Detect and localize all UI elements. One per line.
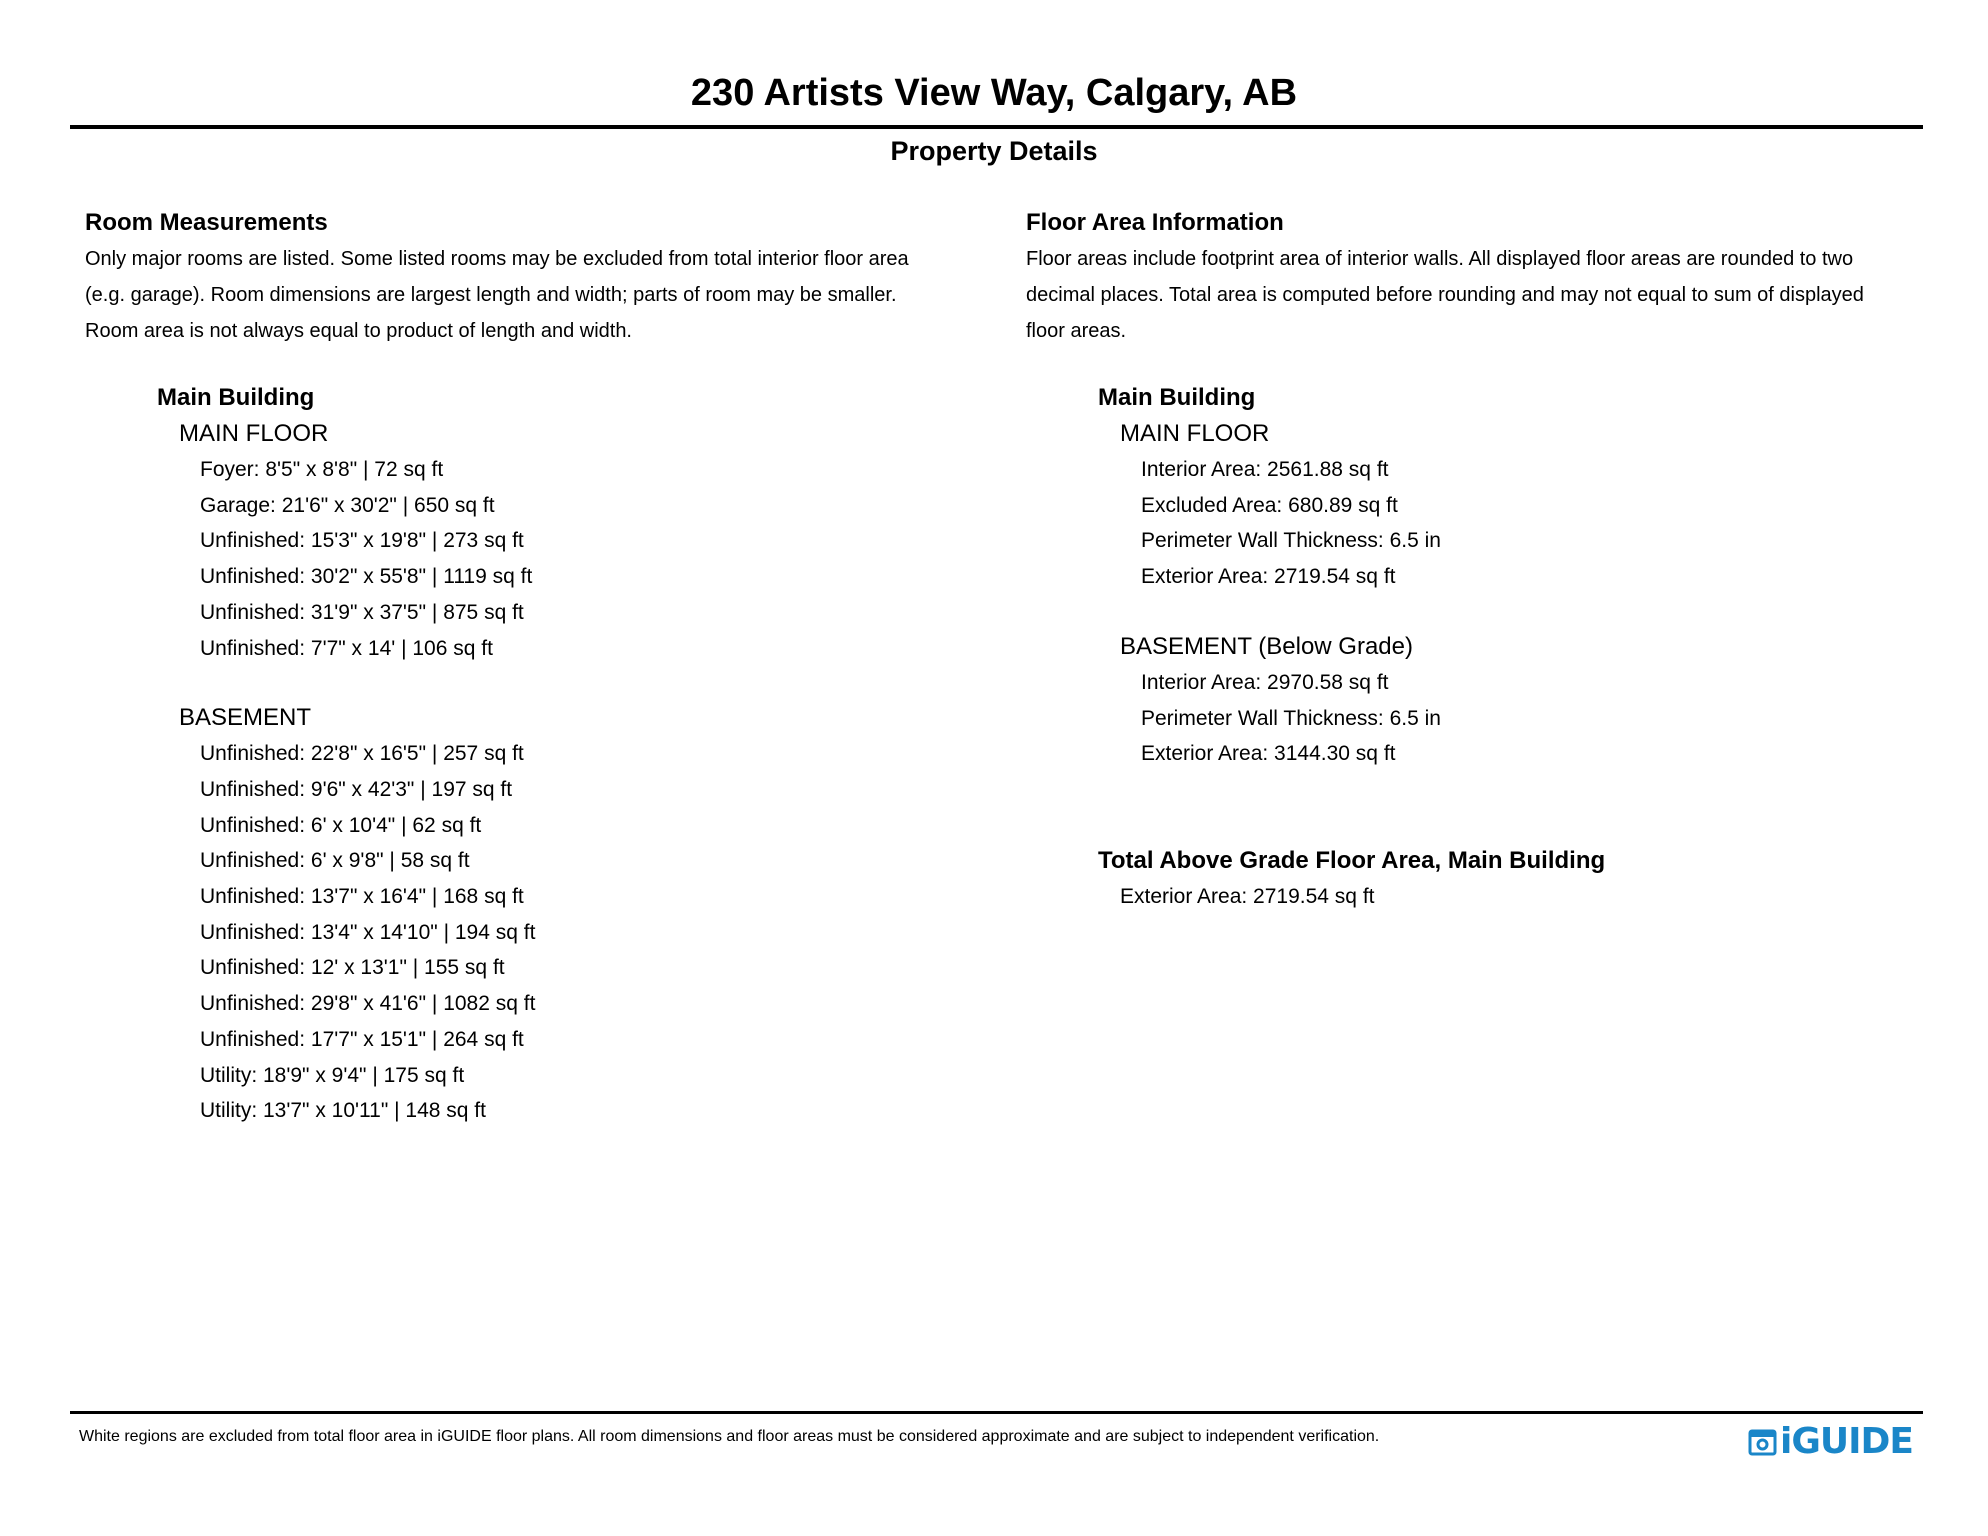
list-item: Utility: 18'9" x 9'4" | 175 sq ft bbox=[200, 1063, 465, 1087]
list-item: Unfinished: 17'7" x 15'1" | 264 sq ft bbox=[200, 1027, 524, 1051]
list-item: Exterior Area: 3144.30 sq ft bbox=[1141, 742, 1396, 766]
list-item: Unfinished: 7'7" x 14' | 106 sq ft bbox=[200, 636, 493, 660]
room-measurements-intro bbox=[85, 241, 985, 349]
list-item: Perimeter Wall Thickness: 6.5 in bbox=[1141, 529, 1441, 553]
page-title: 230 Artists View Way, Calgary, AB bbox=[690, 72, 1298, 114]
basement-area-list bbox=[1098, 665, 1951, 772]
main-floor-room-list bbox=[157, 452, 985, 666]
floor-area-section bbox=[1026, 206, 1951, 915]
list-item: Unfinished: 9'6" x 42'3" | 197 sq ft bbox=[200, 777, 513, 801]
floor-label-main: MAIN FLOOR bbox=[179, 420, 329, 447]
list-item: Unfinished: 30'2" x 55'8" | 1119 sq ft bbox=[200, 565, 533, 589]
total-area-heading: Total Above Grade Floor Area, Main Building bbox=[1098, 846, 1606, 874]
floor-label-basement: BASEMENT (Below Grade) bbox=[1120, 632, 1413, 660]
basement-room-list bbox=[157, 736, 985, 1129]
list-item: Utility: 13'7" x 10'11" | 148 sq ft bbox=[200, 1099, 486, 1123]
intro-line: Floor areas include footprint area of interior walls. All displayed floor areas are rounded to two bbox=[1026, 248, 1854, 270]
list-item: Perimeter Wall Thickness: 6.5 in bbox=[1141, 706, 1441, 730]
intro-line: Room area is not always equal to product of length and width. bbox=[85, 320, 632, 342]
header-divider bbox=[70, 125, 1923, 129]
floor-label-basement: BASEMENT bbox=[179, 704, 312, 732]
iguide-logo bbox=[1748, 1420, 1913, 1464]
main-floor-area-list bbox=[1098, 452, 1951, 595]
area-building-block bbox=[1026, 380, 1951, 915]
building-label: Main Building bbox=[157, 384, 315, 411]
total-area-value: Exterior Area: 2719.54 sq ft bbox=[1120, 884, 1375, 908]
page-subtitle: Property Details bbox=[890, 136, 1098, 166]
logo-text: iGUIDE bbox=[1780, 1421, 1913, 1462]
list-item: Garage: 21'6" x 30'2" | 650 sq ft bbox=[200, 493, 495, 517]
floor-area-heading: Floor Area Information bbox=[1026, 209, 1284, 236]
footer-divider bbox=[70, 1411, 1923, 1414]
list-item: Unfinished: 13'4" x 14'10" | 194 sq ft bbox=[200, 920, 536, 944]
list-item: Interior Area: 2561.88 sq ft bbox=[1141, 458, 1389, 481]
room-measurements-heading: Room Measurements bbox=[85, 209, 328, 236]
footer-disclaimer: White regions are excluded from total floor area in iGUIDE floor plans. All room dimensions and floor areas must be considered approximate and are subject to independent verification. bbox=[79, 1428, 1380, 1445]
list-item: Unfinished: 13'7" x 16'4" | 168 sq ft bbox=[200, 885, 524, 909]
intro-line: floor areas. bbox=[1026, 320, 1127, 342]
intro-line: (e.g. garage). Room dimensions are largest length and width; parts of room may be smaller. bbox=[85, 284, 897, 306]
list-item: Unfinished: 6' x 10'4" | 62 sq ft bbox=[200, 813, 482, 837]
intro-line: Only major rooms are listed. Some listed rooms may be excluded from total interior floor area bbox=[85, 248, 909, 270]
room-measurements-section bbox=[85, 206, 985, 1129]
list-item: Unfinished: 22'8" x 16'5" | 257 sq ft bbox=[200, 742, 524, 766]
list-item: Unfinished: 29'8" x 41'6" | 1082 sq ft bbox=[200, 992, 536, 1016]
building-label: Main Building bbox=[1098, 384, 1256, 411]
list-item: Interior Area: 2970.58 sq ft bbox=[1141, 670, 1389, 694]
floor-label-main: MAIN FLOOR bbox=[1120, 420, 1270, 447]
list-item: Exterior Area: 2719.54 sq ft bbox=[1141, 565, 1396, 589]
list-item: Unfinished: 31'9" x 37'5" | 875 sq ft bbox=[200, 600, 524, 624]
intro-line: decimal places. Total area is computed before rounding and may not equal to sum of displayed bbox=[1026, 284, 1864, 306]
list-item: Unfinished: 6' x 9'8" | 58 sq ft bbox=[200, 849, 470, 873]
list-item: Unfinished: 15'3" x 19'8" | 273 sq ft bbox=[200, 529, 524, 553]
list-item: Excluded Area: 680.89 sq ft bbox=[1141, 493, 1398, 517]
list-item: Foyer: 8'5" x 8'8" | 72 sq ft bbox=[200, 458, 444, 481]
list-item: Unfinished: 12' x 13'1" | 155 sq ft bbox=[200, 956, 505, 980]
iguide-camera-icon bbox=[1748, 1427, 1777, 1457]
room-building-block bbox=[85, 380, 985, 1129]
floor-area-intro bbox=[1026, 241, 1951, 349]
